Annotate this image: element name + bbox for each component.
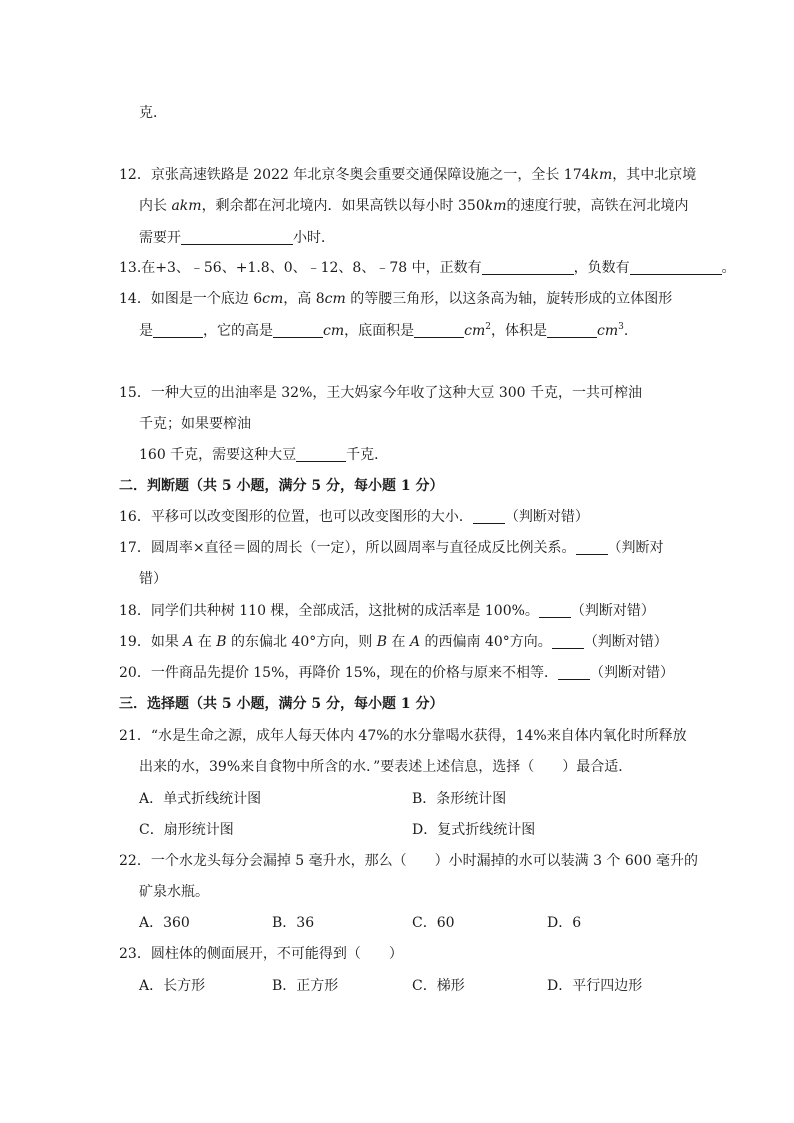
q22-option-d[interactable]: D．6 <box>547 915 582 931</box>
q13-text: 13.在+3、﹣56、+1.8、0、﹣12、8、﹣78 中，正数有 <box>119 260 482 276</box>
question-15-line-3 <box>139 445 388 465</box>
q19-text: 19．如果 <box>119 634 184 650</box>
q14-text: 的等腰三角形，以这条高为轴，旋转形成的立体图形 <box>345 291 673 307</box>
answer-blank[interactable] <box>153 321 203 338</box>
answer-blank[interactable] <box>547 321 597 338</box>
q21-option-b[interactable]: B．条形统计图 <box>412 791 507 807</box>
answer-blank[interactable] <box>414 321 464 338</box>
q12-text: 12．京张高速铁路是 2022 年北京冬奥会重要交通保障设施之一，全长 174 <box>119 167 591 183</box>
q17-text: 17．圆周率×直径＝圆的周长（一定），所以圆周率与直径成反比例关系。 <box>119 540 576 556</box>
answer-blank[interactable] <box>558 663 590 680</box>
q18-text: （判断对错） <box>570 603 655 619</box>
answer-blank[interactable] <box>181 228 293 245</box>
section-heading-choice: 三．选择题（共 5 小题，满分 5 分，每小题 1 分） <box>119 696 444 712</box>
q12-text: 内长 <box>139 198 172 214</box>
question-17-line-2: 错） <box>139 571 167 587</box>
q19-text: 在 <box>193 634 217 650</box>
q20-text: 20．一件商品先提价 15%，再降价 15%，现在的价格与原来不相等． <box>119 665 558 681</box>
answer-blank[interactable] <box>273 321 323 338</box>
q12-text: ，其中北京境 <box>612 167 697 183</box>
question-23: 23．圆柱体的侧面展开，不可能得到（ ） <box>119 946 403 962</box>
answer-blank[interactable] <box>552 632 584 649</box>
q14-text: 14．如图是一个底边 6 <box>119 291 263 307</box>
answer-blank[interactable] <box>296 445 346 462</box>
question-19 <box>119 632 668 652</box>
q14-unit: cm <box>596 323 619 339</box>
question-21-line-1: 21．“水是生命之源，成年人每天体内 47%的水分靠喝水获得，14%来自体内氧化时所释放 <box>119 728 687 744</box>
q16-text: 16．平移可以改变图形的位置，也可以改变图形的大小． <box>119 509 473 525</box>
q14-text: ，高 8 <box>283 291 325 307</box>
question-18 <box>119 601 655 621</box>
answer-blank[interactable] <box>473 507 505 524</box>
q23-option-d[interactable]: D．平行四边形 <box>547 978 643 994</box>
q17-text: （判断对 <box>607 540 664 556</box>
q12-text: ，剩余都在河北境内．如果高铁以每小时 350 <box>201 198 485 214</box>
question-12-line-3 <box>139 228 335 248</box>
question-22-line-1: 22．一个水龙头每分会漏掉 5 毫升水，那么（ ）小时漏掉的水可以装满 3 个 600 毫升的 <box>119 853 699 869</box>
answer-blank[interactable] <box>482 258 574 275</box>
question-20 <box>119 663 674 683</box>
question-12-line-1 <box>119 165 696 185</box>
question-15-line-1: 15．一种大豆的出油率是 32%，王大妈家今年收了这种大豆 300 千克，一共可榨油 <box>119 385 643 401</box>
question-14-line-2 <box>139 321 628 341</box>
q14-text: ，体积是 <box>490 323 547 339</box>
question-13 <box>119 258 736 278</box>
q19-text: （判断对错） <box>583 634 668 650</box>
q21-option-d[interactable]: D．复式折线统计图 <box>412 822 536 838</box>
q14-exponent: 3 <box>618 322 624 332</box>
q12-text: 需要开 <box>139 230 181 246</box>
q19-point-b: B <box>216 634 227 650</box>
q12-unit: km <box>590 167 613 183</box>
q14-exponent: 2 <box>485 322 491 332</box>
q13-text: 。 <box>721 260 736 276</box>
question-22-line-2: 矿泉水瓶。 <box>139 884 209 900</box>
q14-text: . <box>623 323 629 339</box>
q13-text: ，负数有 <box>573 260 630 276</box>
q12-text: 的速度行驶，高铁在河北境内 <box>506 198 689 214</box>
q15-text: 160 千克，需要这种大豆 <box>139 447 297 463</box>
question-17-line-1 <box>119 538 664 558</box>
q19-text: 的东偏北 40°方向，则 <box>226 634 377 650</box>
q12-variable: akm <box>171 198 202 214</box>
question-12-line-2 <box>139 196 689 216</box>
q21-option-a[interactable]: A．单式折线统计图 <box>139 791 262 807</box>
q22-option-c[interactable]: C．60 <box>412 915 455 931</box>
section-heading-judgement: 二．判断题（共 5 小题，满分 5 分，每小题 1 分） <box>119 478 444 494</box>
q12-unit: km <box>484 198 507 214</box>
q20-text: （判断对错） <box>589 665 674 681</box>
q14-text: 是 <box>139 323 153 339</box>
q19-text: 的西偏南 40°方向。 <box>420 634 552 650</box>
answer-blank[interactable] <box>630 258 722 275</box>
q14-unit: cm <box>323 323 345 339</box>
q23-option-b[interactable]: B．正方形 <box>272 978 339 994</box>
q22-option-b[interactable]: B．36 <box>272 915 315 931</box>
answer-blank[interactable] <box>576 538 608 555</box>
question-14-line-1 <box>119 289 672 309</box>
question-15-line-2: 千克；如果要榨油 <box>139 416 251 432</box>
q14-unit: cm <box>262 291 284 307</box>
q23-option-a[interactable]: A．长方形 <box>139 978 206 994</box>
answer-blank[interactable] <box>539 601 571 618</box>
q22-option-a[interactable]: A．360 <box>139 915 190 931</box>
q14-unit: cm <box>324 291 346 307</box>
q23-option-c[interactable]: C．梯形 <box>412 978 465 994</box>
q14-unit: cm <box>464 323 486 339</box>
q16-text: （判断对错） <box>504 509 589 525</box>
q19-text: 在 <box>387 634 410 650</box>
question-16 <box>119 507 589 527</box>
q19-point-a: A <box>183 634 194 650</box>
q21-option-c[interactable]: C．扇形统计图 <box>139 822 234 838</box>
q18-text: 18．同学们共种树 110 棵，全部成活，这批树的成活率是 100%。 <box>119 603 539 619</box>
q19-point-b: B <box>376 634 388 650</box>
carry-over-text: 克． <box>139 105 167 121</box>
q19-point-a: A <box>409 634 421 650</box>
q14-text: ，底面积是 <box>344 323 415 339</box>
q12-text: 小时． <box>293 230 335 246</box>
question-21-line-2: 出来的水，39%来自食物中所含的水．”要表述上述信息，选择（ ）最合适． <box>139 759 633 775</box>
q14-text: ，它的高是 <box>203 323 273 339</box>
q15-text: 千克． <box>346 447 389 463</box>
